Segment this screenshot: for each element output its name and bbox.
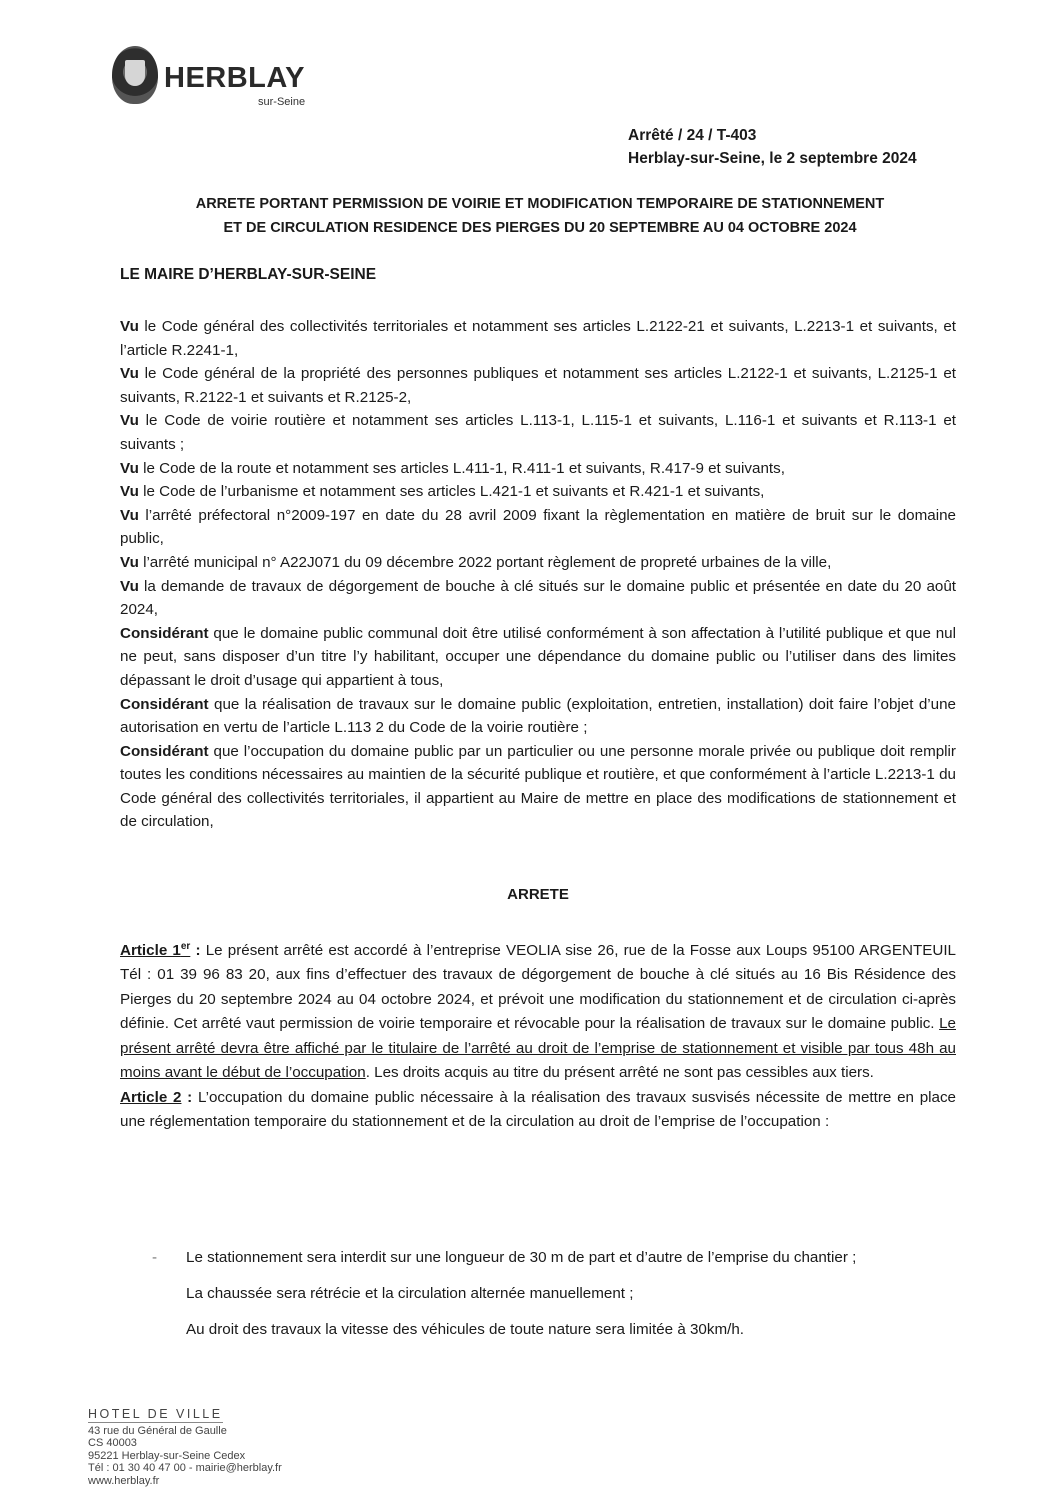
decree-title-line-2: ET DE CIRCULATION RESIDENCE DES PIERGES DU 20 SEPTEMBRE AU 04 OCTOBRE 2024 (223, 220, 857, 236)
decree-number: Arrêté / 24 / T-403 (628, 127, 757, 144)
reference-block (628, 124, 917, 170)
recital-lead: Vu (120, 365, 139, 383)
recital-text: la demande de travaux de dégorgement de bouche à clé situés sur le domaine public et présentée en date du 20 août 2024, (120, 577, 956, 619)
recital-lead: Vu (120, 483, 139, 501)
recital (120, 622, 956, 693)
recital (120, 362, 956, 409)
measure-text: La chaussée sera rétrécie et la circulation alternée manuellement ; (186, 1285, 634, 1302)
recitals (120, 315, 956, 834)
recital (120, 480, 956, 504)
list-item (152, 1276, 958, 1312)
decree-title (120, 192, 960, 240)
dash-bullet: - (152, 1249, 158, 1266)
recital (120, 504, 956, 551)
recital-lead: Vu (120, 318, 139, 335)
decree-title-line-1: ARRETE PORTANT PERMISSION DE VOIRIE ET MODIFICATION TEMPORAIRE DE STATIONNEMENT (195, 196, 885, 212)
recital-lead: Considérant (120, 695, 209, 713)
measure-text: Le stationnement sera interdit sur une longueur de 30 m de part et d’autre de l’emprise du chantier ; (186, 1249, 857, 1266)
recital-lead: Considérant (120, 624, 209, 642)
footer-address: 43 rue du Général de Gaulle (88, 1424, 227, 1437)
recital-text: le Code de l’urbanisme et notamment ses articles L.421-1 et suivants et R.421-1 et suivants, (138, 483, 765, 501)
footer-city: 95221 Herblay-sur-Seine Cedex (88, 1449, 246, 1462)
list-item (152, 1240, 958, 1276)
city-hall-footer (88, 1408, 282, 1488)
coat-of-arms-icon (112, 46, 158, 104)
recital (120, 575, 956, 622)
footer-title: HOTEL DE VILLE (88, 1407, 223, 1421)
article-2 (120, 1086, 956, 1135)
place-and-date: Herblay-sur-Seine, le 2 septembre 2024 (628, 150, 917, 167)
recital (120, 457, 956, 481)
footer-contact: Tél : 01 30 40 47 00 - mairie@herblay.fr (88, 1462, 282, 1475)
measure-text: Au droit des travaux la vitesse des véhicules de toute nature sera limitée à 30km/h. (186, 1321, 745, 1338)
footer-website: www.herblay.fr (88, 1474, 160, 1487)
recital-text: l’arrêté municipal n° A22J071 du 09 décembre 2022 portant règlement de propreté urbaines de la ville, (138, 553, 832, 571)
recital (120, 315, 956, 362)
traffic-measures-list (152, 1240, 958, 1348)
recital (120, 409, 956, 456)
recital-lead: Vu (120, 553, 139, 571)
recital-lead: Vu (120, 459, 139, 477)
articles (120, 935, 956, 1134)
article-1-text: Le présent arrêté est accordé à l’entreprise VEOLIA sise 26, rue de la Fosse aux Loups 95100 ARGENTEUIL Tél : 01 39 96 83 20, aux fins d’effectuer des travaux de dégorgement de bouche à clé situés au 16 Bis Résidence des Pierges du 20 septembre 2024 au 04 octobre 2024, et prévoit une modification du stationnement et de circulation ci-après définie. Cet arrêté vaut permission de voirie temporaire et révocable pour la réalisation de travaux sur le domaine public. (120, 942, 957, 1033)
recital (120, 740, 956, 834)
article-1-text-end: . Les droits acquis au titre du présent arrêté ne sont pas cessibles aux tiers. (365, 1064, 874, 1082)
article-1-label (120, 942, 190, 959)
recital-lead: Considérant (120, 742, 209, 760)
article-2-text: L’occupation du domaine public nécessaire à la réalisation des travaux susvisés nécessite de mettre en place une réglementation temporaire du stationnement et de la circulation au droit de l’emprise de l’occupation : (120, 1088, 956, 1130)
article-2-colon: : (181, 1088, 193, 1106)
city-logo (112, 44, 372, 110)
article-1 (120, 935, 956, 1086)
recital-text: le Code de voirie routière et notamment ses articles L.113-1, L.115-1 et suivants, L.116-1 et suivants et R.113-1 et suivants ; (120, 412, 956, 453)
recital (120, 693, 956, 740)
recital (120, 551, 956, 575)
recital-lead: Vu (120, 577, 139, 595)
recital-text: le Code général de la propriété des personnes publiques et notamment ses articles L.2122-1 et suivants, L.2125-1 et suivants, R.2122-1 et suivants et R.2125-2, (120, 365, 956, 406)
list-item (152, 1312, 958, 1348)
issuing-authority: LE MAIRE D’HERBLAY-SUR-SEINE (120, 266, 377, 283)
recital-text: le Code général des collectivités territoriales et notamment ses articles L.2122-21 et suivants, L.2213-1 et suivants, et l’article R.2241-1, (120, 318, 956, 359)
article-1-label-sup: er (180, 941, 191, 952)
recital-lead: Vu (120, 412, 139, 430)
recital-text: l’arrêté préfectoral n°2009-197 en date du 28 avril 2009 fixant la règlementation en matière de bruit sur le domaine public, (120, 506, 956, 548)
article-1-label-main: Article 1 (120, 942, 181, 960)
footer-postbox: CS 40003 (88, 1437, 137, 1450)
recital-text: que le domaine public communal doit être utilisé conformément à son affectation à l’utilité publique et que nul ne peut, sans disposer d’un titre l’y habilitant, occuper une dépendance du domaine public ou l’utiliser dans des limites dépassant le droit d’usage qui appartient à tous, (120, 624, 956, 689)
decision-heading: ARRETE (507, 886, 569, 903)
article-1-colon: : (190, 942, 201, 960)
article-1-display-requirement: Le présent arrêté devra être affiché par le titulaire de l’arrêté au droit de l’emprise de stationnement et visible par tous 48h au moins avant le début de l’occupation (120, 1015, 956, 1082)
city-name: HERBLAY (164, 62, 306, 94)
article-2-label: Article 2 (120, 1088, 182, 1106)
recital-text: que l’occupation du domaine public par un particulier ou une personne morale privée ou publique doit remplir toutes les conditions nécessaires au maintien de la sécurité publique et routière, et que conformément à l’article L.2213-1 du Code général des collectivités territoriales, il appartient au Maire de mettre en place des modifications de stationnement et de circulation, (120, 742, 956, 831)
recital-text: que la réalisation de travaux sur le domaine public (exploitation, entretien, installation) doit faire l’objet d’une autorisation en vertu de l’article L.113 2 du Code de la voirie routière ; (120, 695, 956, 737)
recital-lead: Vu (120, 506, 139, 524)
recital-text: le Code de la route et notamment ses articles L.411-1, R.411-1 et suivants, R.417-9 et suivants, (138, 459, 785, 477)
city-name-suffix: sur-Seine (258, 96, 306, 108)
